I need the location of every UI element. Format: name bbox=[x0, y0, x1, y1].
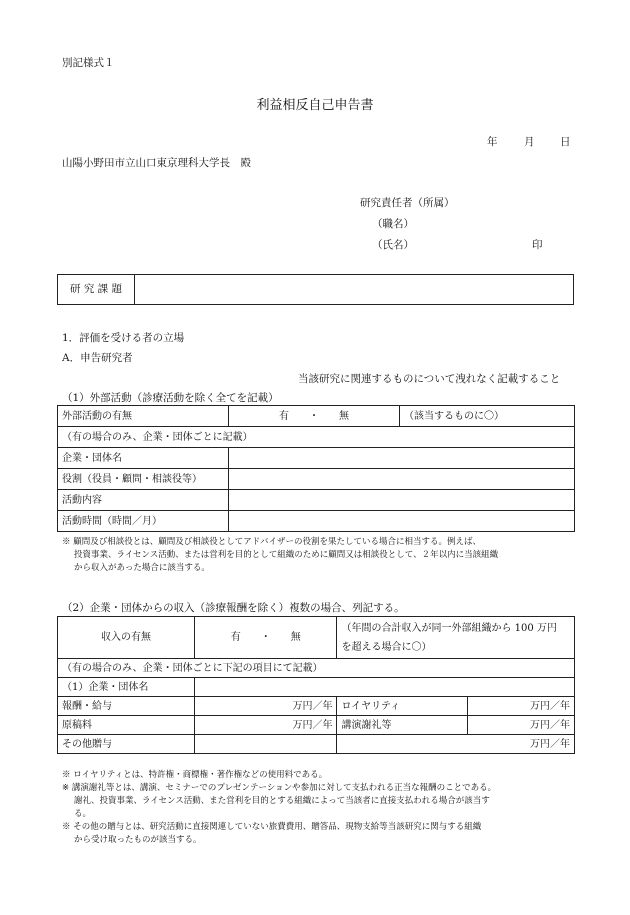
activity-org-field[interactable] bbox=[229, 448, 575, 469]
research-topic-box bbox=[57, 274, 574, 305]
other-gifts-field[interactable]: 万円／年 bbox=[337, 735, 575, 754]
date-year: 年 bbox=[487, 136, 498, 148]
activity-role-label: 役割（役員・顧問・相談役等） bbox=[58, 469, 229, 490]
external-activity-table bbox=[57, 405, 575, 532]
part2-note-line: ※ 講演謝礼等とは、講演、セミナーでのプレゼンテーションや参加に対して支払われる正当な報酬のことである。 bbox=[62, 783, 497, 793]
seal-mark: 印 bbox=[532, 239, 543, 251]
income-only-if-yes: （有の場合のみ、企業・団体ごとに下記の項目にて記載） bbox=[58, 659, 575, 678]
section-1-heading: 1．評価を受ける者の立場 bbox=[62, 332, 185, 344]
royalty-field[interactable]: 万円／年 bbox=[468, 697, 575, 716]
applicant-affiliation: 研究責任者（所属） bbox=[360, 197, 455, 209]
lecture-label: 講演謝礼等 bbox=[337, 716, 468, 735]
part2-heading: （2）企業・団体からの収入（診療報酬を除く）複数の場合、列記する。 bbox=[62, 602, 405, 614]
part2-note-line: 謝礼、投資事業、ライセンス活動、また営利を目的とする組織によって当該者に直接支払われる場合が該当す bbox=[74, 796, 490, 806]
applicant-position: （職名） bbox=[372, 218, 414, 230]
royalty-label: ロイヤリティ bbox=[337, 697, 468, 716]
manuscript-field[interactable]: 万円／年 bbox=[195, 716, 337, 735]
activity-only-if-yes: （有の場合のみ、企業・団体ごとに記載） bbox=[58, 427, 575, 448]
activity-content-label: 活動内容 bbox=[58, 490, 229, 511]
manuscript-label: 原稿料 bbox=[58, 716, 195, 735]
applicant-name: （氏名） bbox=[372, 239, 414, 251]
section-a-heading: A．申告研究者 bbox=[62, 352, 133, 364]
activity-role-field[interactable] bbox=[229, 469, 575, 490]
compensation-field[interactable]: 万円／年 bbox=[195, 697, 337, 716]
part2-note-line: ※ ロイヤリティとは、特許権・商標権・著作権などの使用料である。 bbox=[62, 770, 328, 780]
part2-note-line: る。 bbox=[74, 809, 92, 819]
compensation-label: 報酬・給与 bbox=[58, 697, 195, 716]
instruction-text: 当該研究に関連するものについて洩れなく記載すること bbox=[298, 373, 561, 385]
income-presence-note bbox=[337, 617, 575, 659]
part1-note-line: ※ 顧問及び相談役とは、顧問及び相談役としてアドバイザーの役割を果たしている場合に相当する。例えば、 bbox=[62, 537, 482, 547]
date-month: 月 bbox=[524, 136, 535, 148]
page-title: 利益相反自己申告書 bbox=[256, 98, 374, 113]
income-presence-note-line: （年間の合計収入が同一外部組織から 100 万円 bbox=[341, 622, 557, 634]
part1-notes bbox=[62, 536, 498, 575]
income-presence-note-line: を超える場合に〇） bbox=[341, 641, 432, 653]
activity-presence-options[interactable]: 有 ・ 無 bbox=[229, 406, 400, 427]
part2-note-line: から受け取ったものが該当する。 bbox=[74, 835, 202, 845]
income-table bbox=[57, 616, 575, 754]
other-gifts-blank[interactable] bbox=[195, 735, 337, 754]
activity-presence-label: 外部活動の有無 bbox=[58, 406, 229, 427]
income-presence-label: 収入の有無 bbox=[58, 617, 195, 659]
form-label: 別記様式１ bbox=[62, 57, 115, 69]
income-org-label: （1）企業・団体名 bbox=[58, 678, 195, 697]
activity-presence-note: （該当するものに〇） bbox=[400, 406, 575, 427]
activity-hours-label: 活動時間（時間／月） bbox=[58, 511, 229, 532]
income-org-field[interactable] bbox=[195, 678, 575, 697]
part2-notes bbox=[62, 769, 496, 847]
research-topic-field[interactable] bbox=[135, 275, 574, 305]
activity-org-label: 企業・団体名 bbox=[58, 448, 229, 469]
activity-hours-field[interactable] bbox=[229, 511, 575, 532]
lecture-field[interactable]: 万円／年 bbox=[468, 716, 575, 735]
part1-note-line: から収入があった場合に該当する。 bbox=[74, 563, 210, 573]
research-topic-label: 研 究 課 題 bbox=[58, 275, 135, 305]
addressee: 山陽小野田市立山口東京理科大学長 殿 bbox=[62, 157, 251, 169]
other-gifts-label: その他贈与 bbox=[58, 735, 195, 754]
date-day: 日 bbox=[560, 136, 571, 148]
income-presence-options[interactable]: 有 ・ 無 bbox=[195, 617, 337, 659]
part1-heading: （1）外部活動（診療活動を除く全てを記載） bbox=[62, 392, 279, 404]
part2-note-line: ※ その他の贈与とは、研究活動に直接関連していない旅費費用、贈答品、現物支給等当該研究に関与する組織 bbox=[62, 822, 482, 832]
part1-note-line: 投資事業、ライセンス活動、または営利を目的として組織のために顧問又は相談役として、２年以内に当該組織 bbox=[74, 550, 499, 560]
activity-content-field[interactable] bbox=[229, 490, 575, 511]
